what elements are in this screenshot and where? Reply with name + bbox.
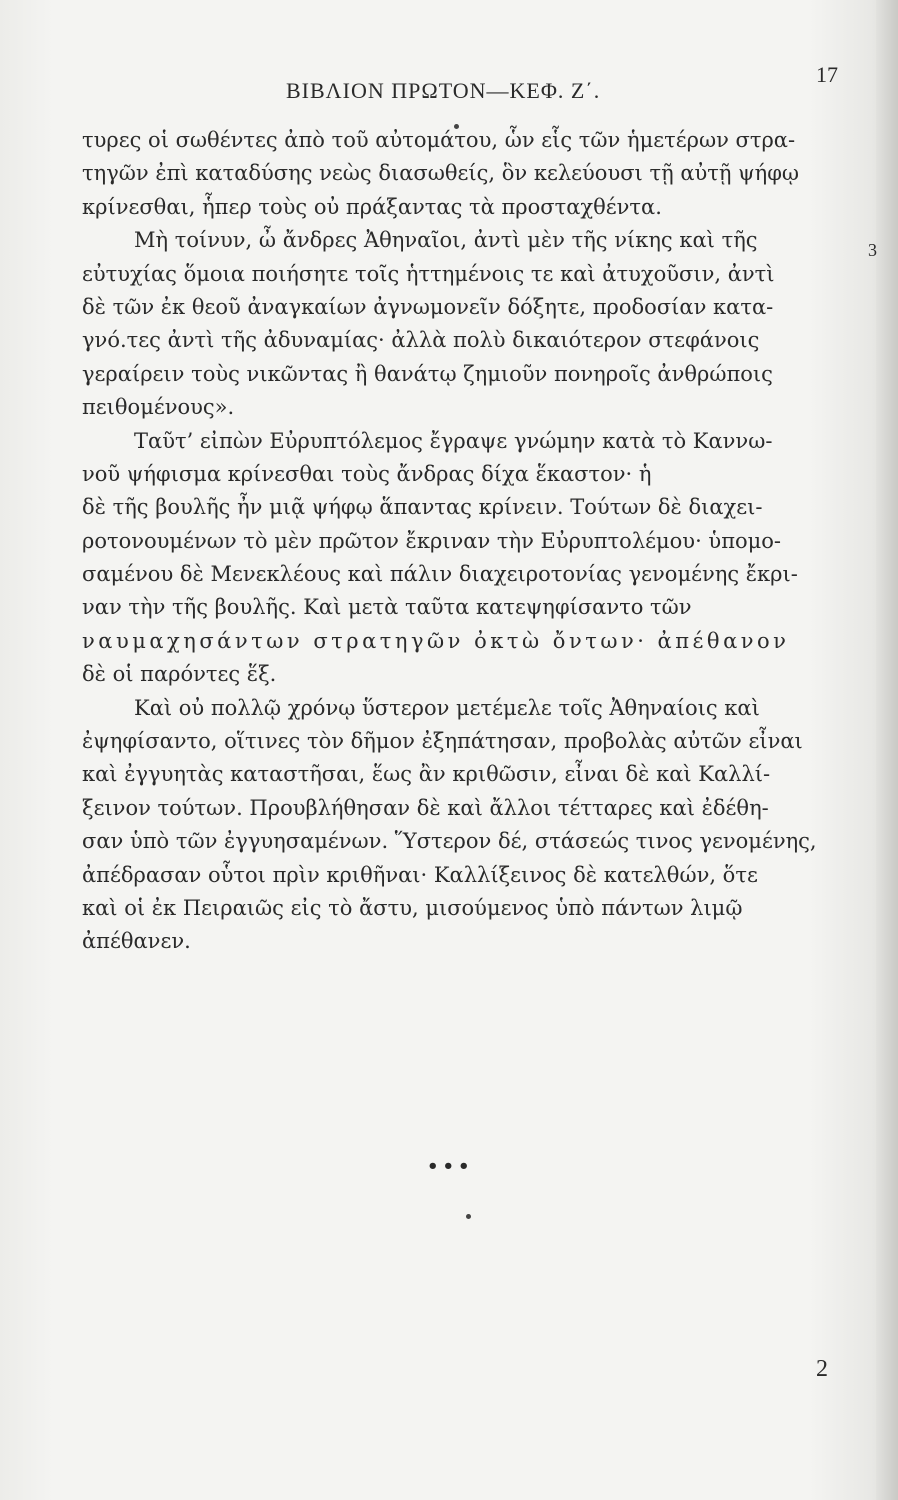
- text-line: Μὴ τοίνυν, ὦ ἄνδρες Ἀθηναῖοι, ἀντὶ μὲν τῆς νίκης καὶ τῆς: [134, 228, 758, 253]
- margin-section-number: 3: [868, 240, 877, 260]
- text-line: ξεινον τούτων. Προυβλήθησαν δὲ καὶ ἄλλοι τέτταρες καὶ ἐδέθη-: [82, 795, 769, 820]
- running-head: ΒΙΒΛΙΟΝ ΠΡΩΤΟΝ—ΚΕΦ. Ζ΄.: [286, 78, 601, 103]
- text-line: σαμένου δὲ Μενεκλέους καὶ πάλιν διαχειροτονίας γενομένης ἔκρι-: [82, 562, 798, 587]
- text-line: τυρες οἱ σωθέντες ἀπὸ τοῦ αὐτομάτου, ὧν εἷς τῶν ἡμετέρων στρα-: [82, 128, 796, 152]
- text-line: ἀπέδρασαν οὗτοι πρὶν κριθῆναι· Καλλίξεινος δὲ κατελθών, ὅτε: [82, 862, 758, 887]
- page-edge-shadow: [876, 0, 898, 1500]
- text-line: ροτονουμένων τὸ μὲν πρῶτον ἔκριναν τὴν Εὐρυπτολέμου· ὑπομο-: [82, 528, 782, 553]
- text-line: δὲ τῆς βουλῆς ἦν μιᾷ ψήφῳ ἅπαντας κρίνειν. Τούτων δὲ διαχει-: [82, 495, 763, 520]
- text-line: ναυμαχησάντων στρατηγῶν ὀκτὼ ὄντων· ἀπέθανον: [82, 628, 790, 653]
- text-line: ἀπέθανεν.: [82, 929, 191, 954]
- text-line: Ταῦτ’ εἰπὼν Εὐρυπτόλεμος ἔγραψε γνώμην κατὰ τὸ Καννω-: [134, 428, 773, 453]
- text-line: εὐτυχίας ὅμοια ποιήσητε τοῖς ἡττημένοις τε καὶ ἀτυχοῦσιν, ἀντὶ: [82, 261, 775, 286]
- text-line: γεραίρειν τοὺς νικῶντας ἢ θανάτῳ ζημιοῦν πονηροῖς ἀνθρώποις: [82, 361, 773, 386]
- text-line: δὲ τῶν ἐκ θεοῦ ἀναγκαίων ἀγνωμονεῖν δόξητε, προδοσίαν κατα-: [82, 294, 774, 319]
- text-line: Καὶ οὐ πολλῷ χρόνῳ ὕστερον μετέμελε τοῖς Ἀθηναίοις καὶ: [134, 695, 760, 720]
- text-line: κρίνεσθαι, ἧπερ τοὺς οὐ πράξαντας τὰ προσταχθέντα.: [82, 194, 662, 219]
- page-number: 17: [816, 62, 838, 87]
- text-line: νοῦ ψήφισμα κρίνεσθαι τοὺς ἄνδρας δίχα ἕκαστον· ἡ: [82, 461, 652, 486]
- text-line: τηγῶν ἐπὶ καταδύσης νεὼς διασωθείς, ὃν κελεύουσι τῇ αὐτῇ ψήφῳ: [82, 161, 800, 186]
- print-speck: [466, 1214, 471, 1219]
- text-line: καὶ ἐγγυητὰς καταστῆσαι, ἕως ἂν κριθῶσιν, εἶναι δὲ καὶ Καλλί-: [82, 762, 771, 787]
- section-ornament: •••: [427, 1156, 474, 1177]
- text-line: δὲ οἱ παρόντες ἕξ.: [82, 662, 277, 687]
- text-line: καὶ οἱ ἐκ Πειραιῶς εἰς τὸ ἄστυ, μισούμενος ὑπὸ πάντων λιμῷ: [82, 895, 743, 920]
- body-text: [82, 124, 872, 959]
- text-line: σαν ὑπὸ τῶν ἐγγυησαμένων. Ὕστερον δέ, στάσεώς τινος γενομένης,: [82, 829, 817, 854]
- signature-mark: 2: [816, 1356, 828, 1382]
- text-line: ναν τὴν τῆς βουλῆς. Καὶ μετὰ ταῦτα κατεψηφίσαντο τῶν: [82, 595, 692, 620]
- text-line: γνό.τες ἀντὶ τῆς ἀδυναμίας· ἀλλὰ πολὺ δικαιότερον στεφάνοις: [82, 328, 760, 353]
- text-line: ἐψηφίσαντο, οἵτινες τὸν δῆμον ἐξηπάτησαν, προβολὰς αὐτῶν εἶναι: [82, 729, 803, 754]
- text-line: πειθομένους».: [82, 395, 235, 420]
